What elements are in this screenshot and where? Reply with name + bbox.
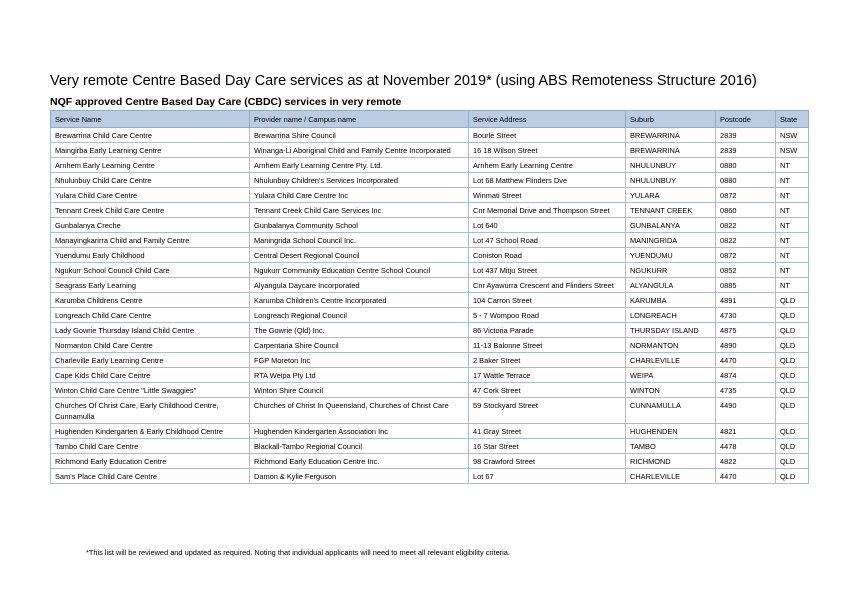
cell-suburb: GUNBALANYA (626, 218, 716, 233)
cell-provider-name: Alyangula Daycare Incorporated (250, 278, 469, 293)
cell-service-address: Lot 68 Matthew Flinders Dve (469, 173, 626, 188)
cell-service-name: Yulara Child Care Centre (51, 188, 250, 203)
header-suburb: Suburb (626, 111, 716, 128)
cell-service-address: Cnr Ayawurra Crescent and Flinders Street (469, 278, 626, 293)
cell-service-address: 47 Cork Street (469, 383, 626, 398)
cell-postcode: 0860 (716, 203, 776, 218)
cell-postcode: 4875 (716, 323, 776, 338)
cell-service-name: Cape Kids Child Care Centre (51, 368, 250, 383)
cell-postcode: 0822 (716, 218, 776, 233)
table-row (51, 398, 809, 424)
cell-postcode: 0880 (716, 158, 776, 173)
cell-provider-name: Damon & Kylie Ferguson (250, 469, 469, 484)
cell-postcode: 0885 (716, 278, 776, 293)
cell-service-name: Ngukurr School Council Child Care (51, 263, 250, 278)
cell-suburb: WEIPA (626, 368, 716, 383)
cell-state: NT (776, 158, 809, 173)
cell-suburb: NORMANTON (626, 338, 716, 353)
cell-provider-name: Winton Shire Council (250, 383, 469, 398)
page-title: Very remote Centre Based Day Care services as at November 2019* (using ABS Remoteness Structure 2016) (50, 73, 757, 89)
cell-provider-name: Ngukurr Community Education Centre School Council (250, 263, 469, 278)
cell-postcode: 4874 (716, 368, 776, 383)
cell-provider-name: Tennant Creek Child Care Services Inc (250, 203, 469, 218)
cell-service-name: Yuendumu Early Childhood (51, 248, 250, 263)
header-postcode: Postcode (716, 111, 776, 128)
cell-service-address: Coniston Road (469, 248, 626, 263)
cell-provider-name: Richmond Early Education Centre Inc. (250, 454, 469, 469)
cell-service-address: 41 Gray Street (469, 424, 626, 439)
table-body (51, 128, 809, 484)
table-row (51, 188, 809, 203)
cell-service-address: 11-13 Balonne Street (469, 338, 626, 353)
cell-service-address: Lot 640 (469, 218, 626, 233)
cell-postcode: 4730 (716, 308, 776, 323)
cell-provider-name: Maningrida School Council Inc. (250, 233, 469, 248)
cell-suburb: CHARLEVILLE (626, 469, 716, 484)
cell-service-name: Lady Gowrie Thursday Island Child Centre (51, 323, 250, 338)
header-provider-name: Provider name / Campus name (250, 111, 469, 128)
cell-provider-name: Winanga-Li Aboriginal Child and Family Centre Incorporated (250, 143, 469, 158)
cell-service-address: Bourle Street (469, 128, 626, 143)
cell-postcode: 0880 (716, 173, 776, 188)
cell-service-name: Richmond Early Education Centre (51, 454, 250, 469)
cell-postcode: 0852 (716, 263, 776, 278)
header-state: State (776, 111, 809, 128)
cell-provider-name: Arnhem Early Learning Centre Pty. Ltd. (250, 158, 469, 173)
cell-service-address: 86 Victoria Parade (469, 323, 626, 338)
cell-suburb: CHARLEVILLE (626, 353, 716, 368)
table-row (51, 323, 809, 338)
cell-state: QLD (776, 353, 809, 368)
cell-postcode: 4890 (716, 338, 776, 353)
cell-service-name: Winton Child Care Centre "Little Swaggies" (51, 383, 250, 398)
cell-state: NSW (776, 143, 809, 158)
cell-service-address: 59 Stockyard Street (469, 398, 626, 424)
cell-provider-name: RTA Weipa Pty Ltd (250, 368, 469, 383)
cell-suburb: YULARA (626, 188, 716, 203)
cell-state: NT (776, 233, 809, 248)
table-row (51, 424, 809, 439)
cell-service-address: Cnr Memorial Drive and Thompson Street (469, 203, 626, 218)
cell-service-name: Charleville Early Learning Centre (51, 353, 250, 368)
cell-suburb: TAMBO (626, 439, 716, 454)
table-row (51, 143, 809, 158)
cell-suburb: NHULUNBUY (626, 173, 716, 188)
table-row (51, 218, 809, 233)
cell-provider-name: Central Desert Regional Council (250, 248, 469, 263)
cell-postcode: 0872 (716, 188, 776, 203)
table-row (51, 353, 809, 368)
table-row (51, 293, 809, 308)
cell-service-address: Lot 47 School Road (469, 233, 626, 248)
cell-state: QLD (776, 323, 809, 338)
cell-state: NT (776, 218, 809, 233)
cell-state: QLD (776, 469, 809, 484)
footnote: *This list will be reviewed and updated as required. Noting that individual applicants will need to meet all relevant eligibility criteria. (86, 548, 510, 557)
cell-state: NSW (776, 128, 809, 143)
cell-suburb: TENNANT CREEK (626, 203, 716, 218)
table-row (51, 454, 809, 469)
cell-state: QLD (776, 454, 809, 469)
cell-provider-name: Gunbalanya Community School (250, 218, 469, 233)
cell-service-name: Nhulunbuy Child Care Centre (51, 173, 250, 188)
table-header-row (51, 111, 809, 128)
cell-provider-name: Brewarrina Shire Council (250, 128, 469, 143)
cell-service-address: Lot 67 (469, 469, 626, 484)
cell-state: QLD (776, 368, 809, 383)
cell-service-address: 16 18 Wilson Street (469, 143, 626, 158)
cell-suburb: HUGHENDEN (626, 424, 716, 439)
cell-service-name: Normanton Child Care Centre (51, 338, 250, 353)
table-row (51, 173, 809, 188)
cell-postcode: 2839 (716, 143, 776, 158)
table-row (51, 469, 809, 484)
cell-service-address: 98 Crawford Street (469, 454, 626, 469)
cell-provider-name: Karumba Children's Centre Incorporated (250, 293, 469, 308)
cell-suburb: NGUKURR (626, 263, 716, 278)
table-row (51, 278, 809, 293)
cell-provider-name: Blackall-Tambo Regional Council (250, 439, 469, 454)
table-row (51, 439, 809, 454)
services-table (50, 110, 809, 484)
cell-postcode: 4490 (716, 398, 776, 424)
cell-service-name: Tennant Creek Child Care Centre (51, 203, 250, 218)
cell-service-name: Maingirba Early Learning Centre (51, 143, 250, 158)
cell-postcode: 4470 (716, 469, 776, 484)
cell-service-name: Sam's Place Child Care Centre (51, 469, 250, 484)
cell-state: QLD (776, 308, 809, 323)
cell-service-name: Arnhem Early Learning Centre (51, 158, 250, 173)
cell-suburb: MANINGRIDA (626, 233, 716, 248)
cell-state: QLD (776, 293, 809, 308)
cell-state: NT (776, 278, 809, 293)
cell-state: NT (776, 188, 809, 203)
cell-postcode: 0822 (716, 233, 776, 248)
cell-postcode: 4821 (716, 424, 776, 439)
cell-state: NT (776, 203, 809, 218)
cell-service-name: Longreach Child Care Centre (51, 308, 250, 323)
cell-suburb: CUNNAMULLA (626, 398, 716, 424)
cell-service-address: 5 - 7 Wompoo Road (469, 308, 626, 323)
cell-suburb: RICHMOND (626, 454, 716, 469)
cell-state: QLD (776, 398, 809, 424)
table-row (51, 338, 809, 353)
cell-provider-name: The Gowrie (Qld) Inc. (250, 323, 469, 338)
section-subtitle: NQF approved Centre Based Day Care (CBDC) services in very remote (50, 96, 402, 108)
cell-service-address: Winmati Street (469, 188, 626, 203)
cell-postcode: 4891 (716, 293, 776, 308)
cell-service-name: Karumba Childrens Centre (51, 293, 250, 308)
cell-service-address: 2 Baker Street (469, 353, 626, 368)
cell-service-name: Hughenden Kindergarten & Early Childhood Centre (51, 424, 250, 439)
cell-provider-name: FGP Moreton Inc (250, 353, 469, 368)
cell-provider-name: Longreach Regional Council (250, 308, 469, 323)
header-service-name: Service Name (51, 111, 250, 128)
cell-suburb: YUENDUMU (626, 248, 716, 263)
cell-suburb: LONGREACH (626, 308, 716, 323)
table-row (51, 158, 809, 173)
cell-state: QLD (776, 338, 809, 353)
cell-postcode: 2839 (716, 128, 776, 143)
cell-suburb: BREWARRINA (626, 143, 716, 158)
table-row (51, 368, 809, 383)
cell-suburb: ALYANGULA (626, 278, 716, 293)
cell-state: QLD (776, 439, 809, 454)
table-row (51, 203, 809, 218)
table-row (51, 263, 809, 278)
cell-service-address: 16 Star Street (469, 439, 626, 454)
cell-suburb: BREWARRINA (626, 128, 716, 143)
cell-state: NT (776, 263, 809, 278)
table-row (51, 248, 809, 263)
cell-state: QLD (776, 383, 809, 398)
cell-suburb: WINTON (626, 383, 716, 398)
cell-postcode: 4470 (716, 353, 776, 368)
cell-suburb: NHULUNBUY (626, 158, 716, 173)
cell-service-name: Brewarrina Child Care Centre (51, 128, 250, 143)
cell-service-name: Churches Of Christ Care, Early Childhood Centre, Cunnamulla (51, 398, 250, 424)
cell-postcode: 4822 (716, 454, 776, 469)
cell-postcode: 4735 (716, 383, 776, 398)
table-row (51, 383, 809, 398)
cell-state: NT (776, 173, 809, 188)
cell-service-name: Manayingkarirra Child and Family Centre (51, 233, 250, 248)
cell-suburb: THURSDAY ISLAND (626, 323, 716, 338)
cell-postcode: 4478 (716, 439, 776, 454)
cell-provider-name: Yulara Child Care Centre Inc (250, 188, 469, 203)
cell-provider-name: Nhulunbuy Children's Services Incorporated (250, 173, 469, 188)
cell-service-name: Gunbalanya Creche (51, 218, 250, 233)
cell-provider-name: Carpentaria Shire Council (250, 338, 469, 353)
table-row (51, 233, 809, 248)
table-row (51, 308, 809, 323)
cell-service-address: 17 Wattle Terrace (469, 368, 626, 383)
cell-suburb: KARUMBA (626, 293, 716, 308)
cell-service-address: Lot 437 Mitju Street (469, 263, 626, 278)
cell-service-address: Arnhem Early Learning Centre (469, 158, 626, 173)
table-row (51, 128, 809, 143)
cell-service-name: Tambo Child Care Centre (51, 439, 250, 454)
cell-postcode: 0872 (716, 248, 776, 263)
cell-state: QLD (776, 424, 809, 439)
header-service-address: Service Address (469, 111, 626, 128)
cell-provider-name: Churches of Christ In Queensland, Churches of Christ Care (250, 398, 469, 424)
cell-state: NT (776, 248, 809, 263)
cell-service-address: 104 Carron Street (469, 293, 626, 308)
cell-provider-name: Hughenden Kindergarten Association Inc (250, 424, 469, 439)
cell-service-name: Seagrass Early Learning (51, 278, 250, 293)
